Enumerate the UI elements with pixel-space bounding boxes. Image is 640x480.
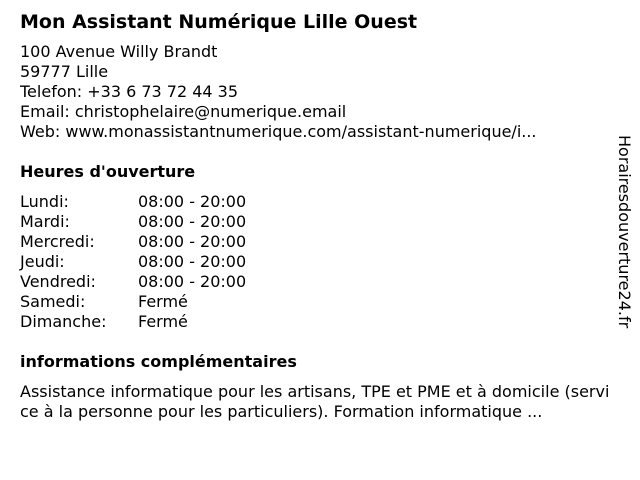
hours-row [20, 212, 246, 232]
hours-time: 08:00 - 20:00 [138, 212, 247, 231]
hours-row [20, 292, 246, 312]
hours-time: 08:00 - 20:00 [138, 272, 247, 291]
hours-day: Mardi: [20, 212, 70, 231]
address-city: 59777 Lille [20, 62, 109, 81]
hours-time: 08:00 - 20:00 [138, 192, 247, 211]
info-title: informations complémentaires [20, 352, 297, 371]
hours-time: Fermé [138, 292, 188, 311]
opening-hours-table [20, 192, 246, 332]
address-street: 100 Avenue Willy Brandt [20, 42, 218, 61]
hours-row [20, 252, 246, 272]
web-line: Web: www.monassistantnumerique.com/assistant-numerique/i... [20, 122, 537, 141]
business-name: Mon Assistant Numérique Lille Ouest [20, 11, 418, 33]
business-card [20, 10, 615, 422]
hours-row [20, 232, 246, 252]
hours-time: 08:00 - 20:00 [138, 252, 247, 271]
hours-row [20, 192, 246, 212]
hours-time: Fermé [138, 312, 188, 331]
hours-time: 08:00 - 20:00 [138, 232, 247, 251]
email-line: Email: christophelaire@numerique.email [20, 102, 347, 121]
info-description: Assistance informatique pour les artisans, TPE et PME et à domicile (service à la personne pour les particuliers). Formation informatique ... [20, 382, 610, 421]
site-watermark: Horairesdouverture24.fr [615, 135, 634, 329]
hours-day: Mercredi: [20, 232, 95, 251]
hours-day: Jeudi: [20, 252, 65, 271]
hours-row [20, 272, 246, 292]
hours-day: Vendredi: [20, 272, 96, 291]
hours-day: Lundi: [20, 192, 69, 211]
hours-row [20, 312, 246, 332]
hours-day: Samedi: [20, 292, 86, 311]
phone-line: Telefon: +33 6 73 72 44 35 [20, 82, 239, 101]
hours-title: Heures d'ouverture [20, 162, 196, 181]
hours-day: Dimanche: [20, 312, 107, 331]
